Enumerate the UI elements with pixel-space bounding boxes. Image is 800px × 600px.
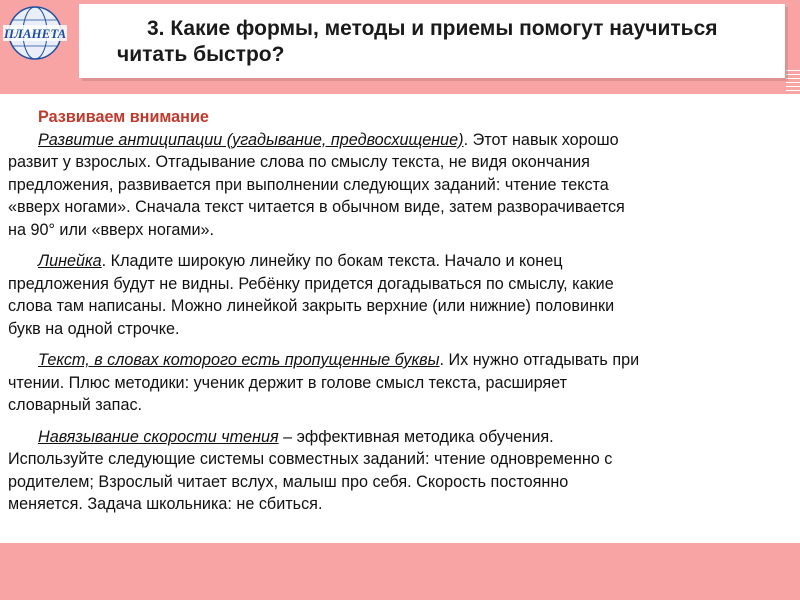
term-missing-letters: Текст, в словах которого есть пропущенные буквы (38, 351, 440, 369)
paragraph-missing-letters: Текст, в словах которого есть пропущенные буквы. Их нужно отгадывать при чтении. Плюс методики: ученик держит в голове смысл текста, расширяет словарный запас. (8, 351, 640, 414)
term-anticipation: Развитие антиципации (угадывание, предвосхищение) (38, 130, 464, 149)
globe-icon (0, 4, 70, 64)
decorative-stripes (786, 70, 800, 94)
paragraph-reading-speed: Навязывание скорости чтения – эффективная методика обучения. Используйте следующие системы совместных заданий: чтение одновременно с родителем; Взрослый читает вслух, малыш про себя. Скорость постоянно меняется. Задача школьника: не сбиться. (8, 427, 613, 513)
title-line-1: 3. Какие формы, методы и приемы помогут научиться (147, 17, 718, 40)
paragraph-anticipation: Развитие антиципации (угадывание, предвосхищение). Этот навык хорошо развит у взрослых. Отгадывание слова по смыслу текста, не видя окончания предложения, развивается при выполнении следующих заданий: чтение текста «вверх ногами». Сначала текст читается в обычном виде, затем разворачивается на 90° или «вверх ногами». (8, 130, 625, 239)
section-heading: Развиваем внимание (38, 108, 209, 126)
term-ruler: Линейка (38, 252, 102, 270)
content-area (8, 106, 788, 525)
term-reading-speed: Навязывание скорости чтения (38, 427, 279, 446)
paragraph-ruler: Линейка. Кладите широкую линейку по бокам текста. Начало и конец предложения будут не видны. Ребёнку придется догадываться по смыслу, какие слова там написаны. Можно линейкой закрыть верхние (или нижние) половинки букв на одной строчке. (8, 252, 615, 338)
logo-text: ПЛАНЕТА (3, 26, 67, 41)
bottom-band (0, 543, 800, 600)
planeta-logo (0, 4, 70, 64)
title-box (79, 4, 785, 78)
title-line-2: читать быстро? (117, 43, 285, 66)
page-title (117, 16, 773, 68)
